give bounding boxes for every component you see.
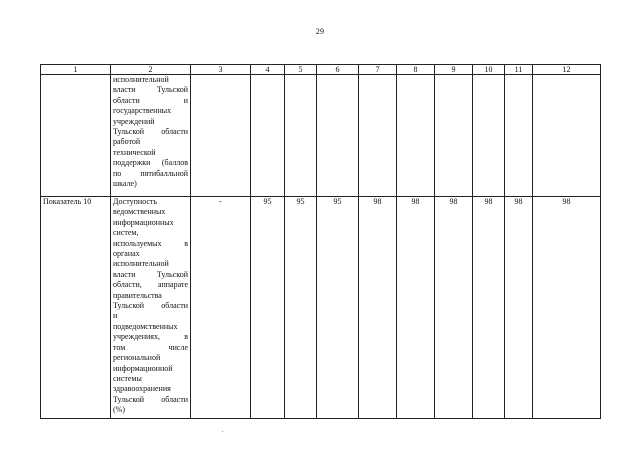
description-line: том числе	[113, 342, 188, 352]
description-line: информационных	[113, 217, 174, 227]
column-number: 1	[41, 65, 111, 75]
column-number: 3	[191, 65, 251, 75]
column-number: 6	[317, 65, 359, 75]
description-line: системы	[113, 373, 142, 383]
indicators-table	[40, 64, 601, 419]
column-number: 11	[505, 65, 533, 75]
description-line: технической	[113, 147, 156, 157]
description-line: области, аппарате	[113, 280, 188, 290]
column-number: 8	[397, 65, 435, 75]
description-line: шкале)	[113, 179, 137, 189]
description-line: Тульской области	[113, 301, 188, 311]
description-line: по пятибалльной	[113, 168, 188, 178]
description-line: ведомственных	[113, 207, 166, 217]
description-line: Тульской области	[113, 394, 188, 404]
description-line: Тульской области	[113, 127, 188, 137]
row-description	[111, 197, 191, 419]
row-label: Показатель 10	[41, 197, 111, 419]
column-number: 4	[251, 65, 285, 75]
description-line: работой	[113, 137, 141, 147]
description-line: власти Тульской	[113, 85, 188, 95]
value-cell	[251, 75, 285, 197]
column-number-row	[41, 65, 601, 75]
description-line: Доступность	[113, 197, 158, 206]
scan-speck	[222, 431, 223, 432]
value-cell: -	[191, 197, 251, 419]
column-number: 9	[435, 65, 473, 75]
description-line: региональной	[113, 353, 161, 363]
description-line: государственных	[113, 106, 172, 116]
value-cell	[435, 75, 473, 197]
table-row-indicator-10	[41, 197, 601, 419]
value-cell	[473, 75, 505, 197]
description-line: учреждений	[113, 116, 155, 126]
description-line: исполнительной	[113, 75, 169, 84]
description-line: органах	[113, 249, 140, 259]
description-line: и	[113, 311, 118, 321]
value-cell: 98	[397, 197, 435, 419]
column-number: 2	[111, 65, 191, 75]
value-cell: 98	[359, 197, 397, 419]
description-line: поддержки (баллов	[113, 158, 188, 168]
value-cell: 95	[285, 197, 317, 419]
value-cell	[191, 75, 251, 197]
description-line: подведомственных	[113, 321, 178, 331]
description-line: здравоохранения	[113, 384, 171, 394]
value-cell: 98	[435, 197, 473, 419]
description-line: информационной	[113, 363, 173, 373]
column-number: 10	[473, 65, 505, 75]
column-number: 7	[359, 65, 397, 75]
value-cell	[285, 75, 317, 197]
description-line: (%)	[113, 405, 125, 415]
description-line: власти Тульской	[113, 269, 188, 279]
value-cell: 95	[317, 197, 359, 419]
column-number: 5	[285, 65, 317, 75]
description-line: исполнительной	[113, 259, 169, 269]
row-label	[41, 75, 111, 197]
description-line: систем,	[113, 228, 139, 238]
row-description	[111, 75, 191, 197]
page-number: 29	[315, 27, 325, 36]
value-cell	[317, 75, 359, 197]
value-cell	[533, 75, 601, 197]
value-cell	[359, 75, 397, 197]
description-line: правительства	[113, 290, 162, 300]
column-number: 12	[533, 65, 601, 75]
description-line: учреждениях, в	[113, 332, 188, 342]
table-row-continuation	[41, 75, 601, 197]
value-cell: 98	[505, 197, 533, 419]
value-cell: 95	[251, 197, 285, 419]
value-cell	[397, 75, 435, 197]
description-line: области и	[113, 95, 188, 105]
value-cell: 98	[533, 197, 601, 419]
value-cell	[505, 75, 533, 197]
value-cell: 98	[473, 197, 505, 419]
description-line: используемых в	[113, 238, 188, 248]
